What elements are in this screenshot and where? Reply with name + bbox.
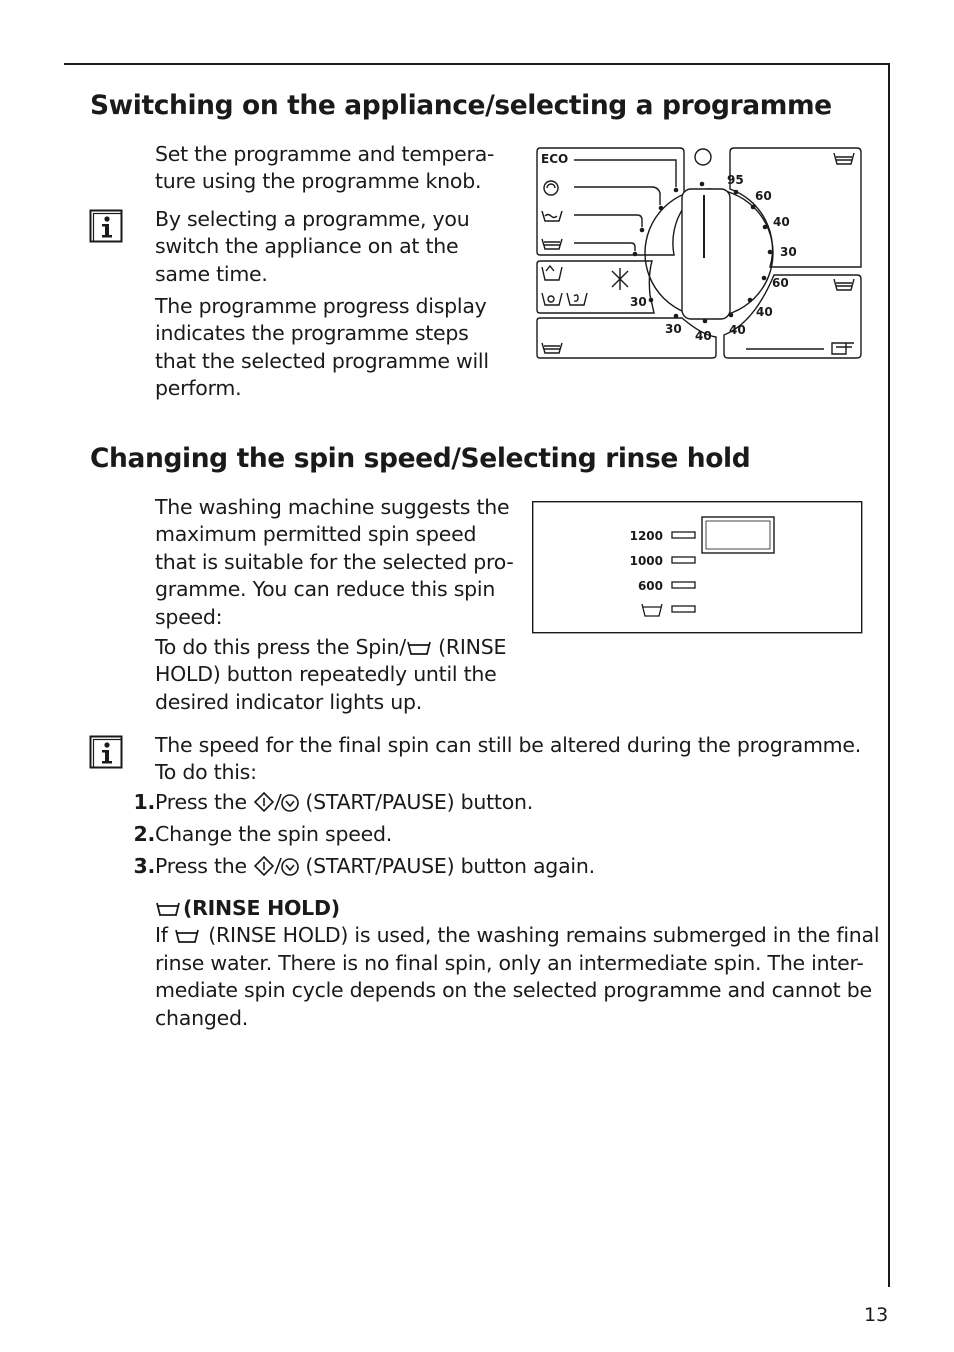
para-selecting-programme: By selecting a programme, you switch the appliance on at the same time. [155, 207, 470, 286]
rinse-hold-icon [406, 639, 432, 657]
svg-text:40: 40 [756, 305, 773, 319]
top-rule [64, 63, 890, 65]
para-spin-suggestion: The washing machine suggests the maximum permitted spin speed that is suitable for the selected pro- gramme. You can reduce this spin speed: [155, 495, 514, 629]
svg-text:30: 30 [780, 245, 797, 259]
eco-label: ECO [541, 152, 569, 166]
para-progress-display: The programme progress display indicates the programme steps that the selected programme will perform. [155, 294, 489, 401]
speed-600-label: 600 [637, 579, 663, 593]
rinse-hold-icon [174, 927, 202, 945]
info-icon [89, 735, 123, 769]
para-final-spin-info: The speed for the final spin can still be altered during the programme. To do this: [155, 733, 862, 785]
svg-text:30: 30 [630, 295, 647, 309]
svg-text:40: 40 [773, 215, 790, 229]
speed-1000-label: 1000 [629, 554, 663, 568]
programme-knob-panel [534, 145, 864, 361]
rinse-hold-icon [155, 900, 183, 918]
para-set-programme: Set the programme and tempera- ture using the programme knob. [155, 142, 495, 194]
page-number: 13 [864, 1304, 889, 1326]
right-rule [888, 63, 890, 1287]
speed-1200-label: 1200 [629, 529, 663, 543]
step-3: 3.Press the (START/PAUSE) button again. [133, 854, 595, 878]
step-2: 2.Change the spin speed. [133, 822, 393, 846]
para-press-spin-button: To do this press the Spin/ (RINSE HOLD) button repeatedly until the desired indicator lights up. [155, 635, 507, 714]
svg-text:30: 30 [665, 322, 682, 336]
step-1: 1.Press the (START/PAUSE) button. [133, 790, 533, 814]
svg-text:40: 40 [695, 329, 712, 343]
svg-text:95: 95 [727, 173, 744, 187]
start-pause-icon [253, 792, 299, 812]
svg-text:60: 60 [772, 276, 789, 290]
rinse-hold-heading: (RINSE HOLD) [155, 895, 879, 922]
rinse-hold-section: (RINSE HOLD) If (RINSE HOLD) is used, the washing remains submerged in the final rinse water. There is no final spin, only an intermediate spin. The inter- mediate spin cycle depends on the selected programme and cannot be changed. [155, 896, 880, 1030]
info-icon [89, 209, 123, 243]
start-pause-icon [253, 856, 299, 876]
svg-text:40: 40 [729, 323, 746, 337]
svg-text:60: 60 [755, 189, 772, 203]
section-heading-spin-speed: Changing the spin speed/Selecting rinse hold [90, 443, 751, 474]
spin-speed-panel [532, 501, 863, 635]
section-heading-switching-on: Switching on the appliance/selecting a programme [90, 90, 832, 121]
